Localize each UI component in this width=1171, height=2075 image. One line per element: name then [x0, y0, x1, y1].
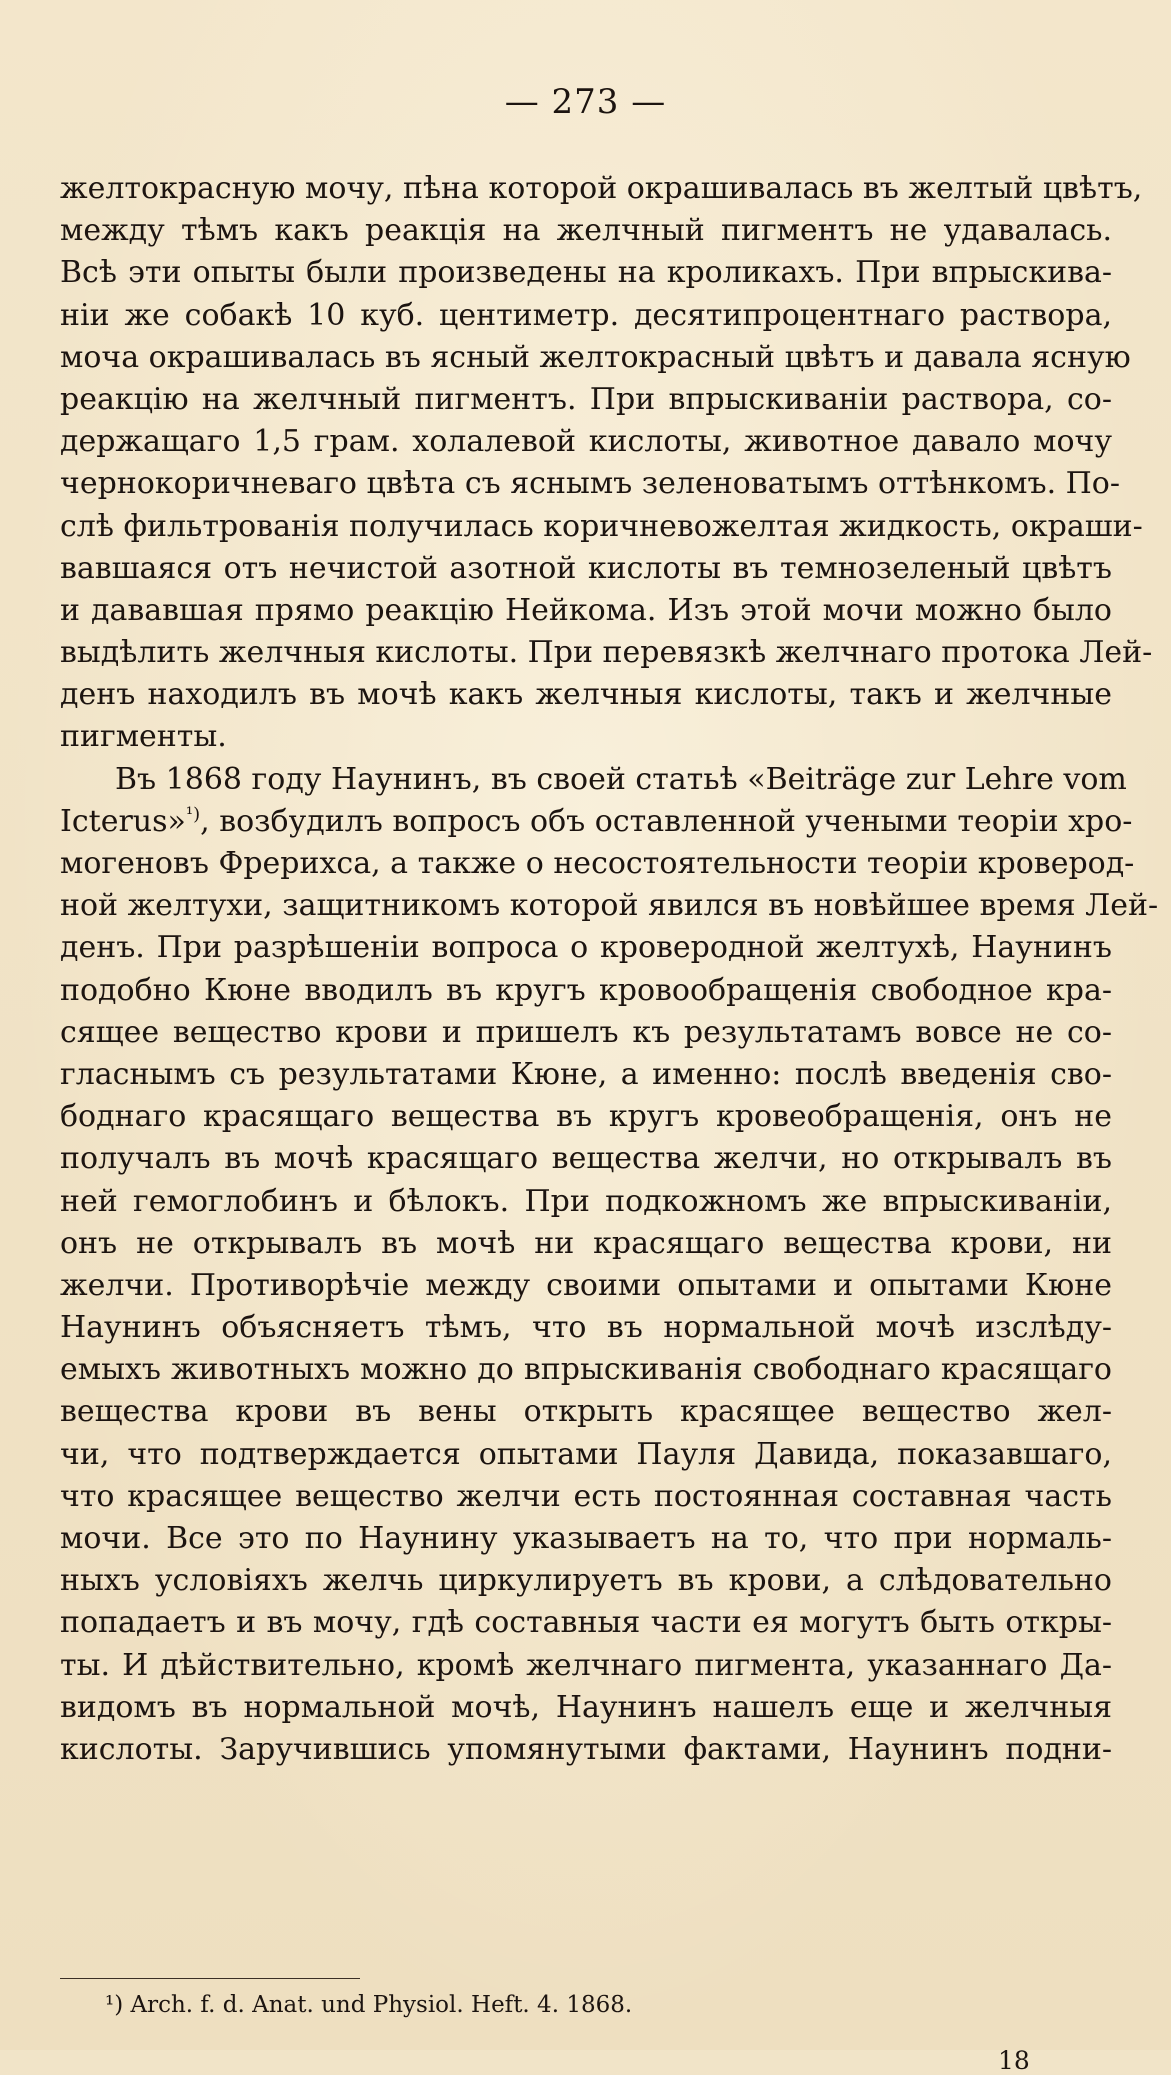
- text-line: Всѣ эти опыты были произведены на кроликахъ. При впрыскива-: [60, 255, 1112, 291]
- text-line: что красящее вещество желчи есть постоянная составная часть: [60, 1478, 1112, 1514]
- text-line: денъ. При разрѣшеніи вопроса о кроверодной желтухѣ, Наунинъ: [60, 930, 1112, 966]
- text-line: гласнымъ съ результатами Кюне, а именно: послѣ введенія сво-: [60, 1056, 1112, 1092]
- text-line: видомъ въ нормальной мочѣ, Наунинъ нашелъ еще и желчныя: [60, 1689, 1112, 1725]
- text-line: реакцію на желчный пигментъ. При впрыскиваніи раствора, со-: [60, 381, 1112, 417]
- text-line: кислоты. Заручившись упомянутыми фактами, Наунинъ подни-: [60, 1731, 1112, 1767]
- text-line: держащаго 1,5 грам. холалевой кислоты, животное давало мочу: [60, 424, 1112, 460]
- page-number: — 273 —: [504, 82, 667, 122]
- text-line: вещества крови въ вены открыть красящее вещество жел-: [60, 1394, 1112, 1430]
- text-fragment: Icterus»: [60, 803, 186, 839]
- text-line: подобно Кюне вводилъ въ кругъ кровообращенія свободное кра-: [60, 972, 1112, 1008]
- text-line: Въ 1868 году Наунинъ, въ своей статьѣ «Beiträge zur Lehre vom: [115, 761, 1127, 797]
- text-line-with-footnote: [60, 801, 1133, 843]
- text-line: емыхъ животныхъ можно до впрыскиванія свободнаго красящаго: [60, 1352, 1112, 1388]
- text-line: онъ не открывалъ въ мочѣ ни красящаго вещества крови, ни: [60, 1225, 1112, 1261]
- text-line: боднаго красящаго вещества въ кругъ кровеобращенія, онъ не: [60, 1099, 1112, 1135]
- text-line: пигменты.: [60, 719, 227, 755]
- text-line: чернокоричневаго цвѣта съ яснымъ зеленоватымъ оттѣнкомъ. По-: [60, 466, 1121, 502]
- text-line: ной желтухи, защитникомъ которой явился въ новѣйшее время Лей-: [60, 888, 1159, 924]
- text-line: ніи же собакѣ 10 куб. центиметр. десятипроцентнаго раствора,: [60, 297, 1112, 333]
- text-line: желчи. Противорѣчіе между своими опытами и опытами Кюне: [60, 1267, 1112, 1303]
- text-line: ты. И дѣйствительно, кромѣ желчнаго пигмента, указаннаго Да-: [60, 1647, 1112, 1683]
- text-line: выдѣлить желчныя кислоты. При перевязкѣ желчнаго протока Лей-: [60, 635, 1153, 671]
- text-line: Наунинъ объясняетъ тѣмъ, что въ нормальной мочѣ изслѣду-: [60, 1310, 1112, 1346]
- text-line: ней гемоглобинъ и бѣлокъ. При подкожномъ же впрыскиваніи,: [60, 1183, 1112, 1219]
- footnote-ref: ¹): [185, 803, 201, 825]
- text-line: попадаетъ и въ мочу, гдѣ составныя части ея могутъ быть откры-: [60, 1605, 1112, 1641]
- text-fragment: , возбудилъ вопросъ объ оставленной учеными теоріи хро-: [200, 803, 1133, 839]
- text-line: между тѣмъ какъ реакція на желчный пигментъ не удавалась.: [60, 213, 1112, 249]
- text-line: и дававшая прямо реакцію Нейкома. Изъ этой мочи можно было: [60, 592, 1112, 628]
- text-line: моча окрашивалась въ ясный желтокрасный цвѣтъ и давала ясную: [60, 339, 1131, 375]
- text-line: желтокрасную мочу, пѣна которой окрашивалась въ желтый цвѣтъ,: [60, 171, 1143, 206]
- text-line: мочи. Все это по Наунину указываетъ на то, что при нормаль-: [60, 1521, 1112, 1556]
- text-line: получалъ въ мочѣ красящаго вещества желчи, но открывалъ въ: [60, 1141, 1112, 1177]
- text-line: вавшаяся отъ нечистой азотной кислоты въ темнозеленый цвѣтъ: [60, 550, 1112, 586]
- text-line: могеновъ Фрерихса, а также о несостоятельности теоріи кровеpод-: [60, 846, 1135, 881]
- signature-mark: 18: [998, 2046, 1030, 2075]
- text-line: слѣ фильтрованія получилась коричневожелтая жидкость, окраши-: [60, 508, 1143, 544]
- text-line: сящее вещество крови и пришелъ къ результатамъ вовсе не со-: [60, 1014, 1112, 1050]
- text-line: чи, что подтверждается опытами Пауля Давида, показавшаго,: [60, 1436, 1112, 1472]
- body-text: [60, 168, 1159, 1771]
- text-line: денъ находилъ въ мочѣ какъ желчныя кислоты, такъ и желчные: [60, 677, 1112, 713]
- footnote-divider: [60, 1978, 360, 1979]
- text-line: ныхъ условіяхъ желчь циркулируетъ въ крови, а слѣдовательно: [60, 1563, 1112, 1599]
- footnote: ¹) Arch. f. d. Anat. und Physiol. Heft. 4. 1868.: [105, 1992, 633, 2018]
